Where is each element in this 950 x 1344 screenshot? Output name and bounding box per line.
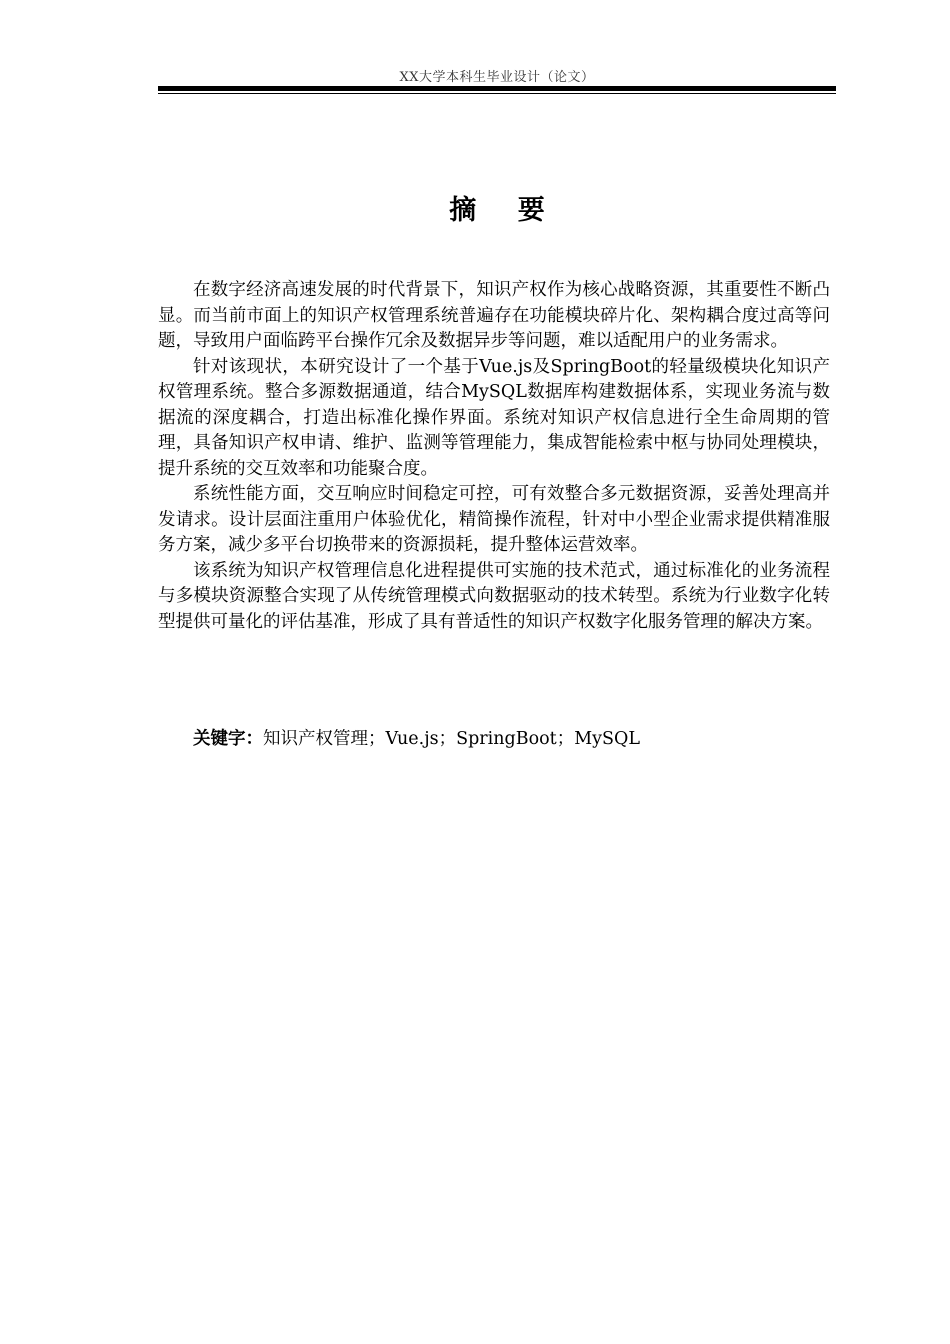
header-rule-thin [158, 93, 836, 94]
abstract-paragraph: 针对该现状，本研究设计了一个基于Vue.js及SpringBoot的轻量级模块化知识产权管理系统。整合多源数据通道，结合MySQL数据库构建数据体系，实现业务流与数据流的深度耦合，打造出标准化操作界面。系统对知识产权信息进行全生命周期的管理，具备知识产权申请、维护、监测等管理能力，集成智能检索中枢与协同处理模块，提升系统的交互效率和功能聚合度。 [158, 356, 830, 479]
abstract-paragraph: 系统性能方面，交互响应时间稳定可控，可有效整合多元数据资源，妥善处理高并发请求。设计层面注重用户体验优化，精简操作流程，针对中小型企业需求提供精准服务方案，减少多平台切换带来的资源损耗，提升整体运营效率。 [158, 484, 830, 555]
keywords-value: 知识产权管理；Vue.js；SpringBoot；MySQL [263, 729, 640, 749]
running-header: XX大学本科生毕业设计（论文） [399, 70, 595, 85]
keywords-line [158, 727, 830, 753]
header-rule-thick [158, 86, 836, 91]
abstract-paragraph: 该系统为知识产权管理信息化进程提供可实施的技术范式，通过标准化的业务流程与多模块资源整合实现了从传统管理模式向数据驱动的技术转型。系统为行业数字化转型提供可量化的评估基准，形成了具有普适性的知识产权数字化服务管理的解决方案。 [158, 560, 830, 632]
abstract-paragraph: 在数字经济高速发展的时代背景下，知识产权作为核心战略资源，其重要性不断凸显。而当前市面上的知识产权管理系统普遍存在功能模块碎片化、架构耦合度过高等问题，导致用户面临跨平台操作冗余及数据异步等问题，难以适配用户的业务需求。 [158, 280, 830, 351]
abstract-body [158, 278, 830, 635]
keywords-label: 关键字： [193, 729, 263, 749]
abstract-title: 摘 要 [449, 195, 561, 226]
